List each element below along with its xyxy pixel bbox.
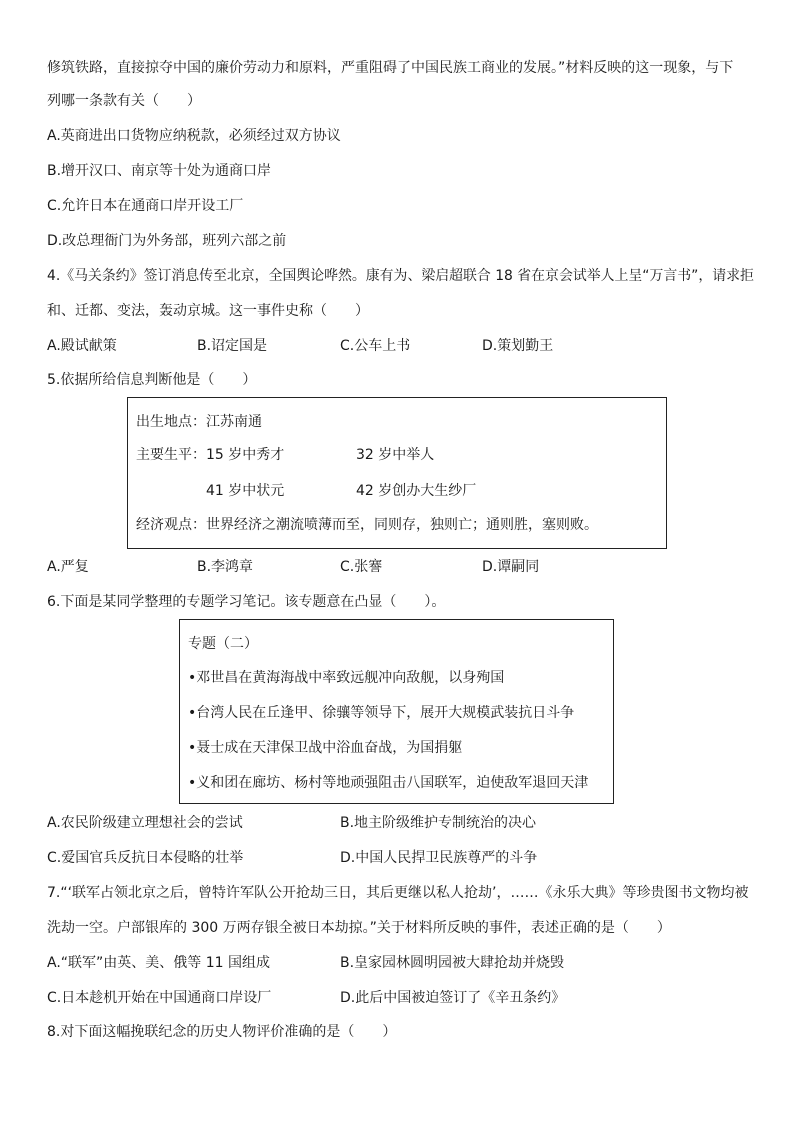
q6-notes-box [179, 619, 614, 804]
q6-notes-item: •聂士成在天津保卫战中浴血奋战，为国捐躯 [188, 740, 463, 756]
q5-economic-view: 经济观点：世界经济之潮流喷薄而至，同则存，独则亡；通则胜，塞则败。 [136, 517, 598, 533]
q5-life-item-3: 41 岁中状元 [206, 483, 285, 499]
q4-option-b: B.诏定国是 [197, 338, 268, 354]
q6-option-d: D.中国人民捍卫民族尊严的斗争 [340, 850, 538, 866]
q5-option-a: A.严复 [47, 559, 89, 575]
q6-notes-item: •邓世昌在黄海海战中率致远舰冲向敌舰，以身殉国 [188, 670, 505, 686]
q3-stem-line-1: 修筑铁路，直接掠夺中国的廉价劳动力和原料，严重阻碍了中国民族工商业的发展。”材料反映的这一现象，与下 [47, 60, 734, 76]
q7-stem-line-2: 洗劫一空。户部银库的 300 万两存银全被日本劫掠。”关于材料所反映的事件，表述正确的是（ ） [47, 920, 671, 936]
q8-stem: 8.对下面这幅挽联纪念的历史人物评价准确的是（ ） [47, 1024, 397, 1040]
q7-stem-line-1: 7.“‘联军占领北京之后，曾特许军队公开抢劫三日，其后更继以私人抢劫’，……《永乐大典》等珍贵图书文物均被 [47, 885, 749, 901]
q3-stem-line-2: 列哪一条款有关（ ） [47, 93, 201, 109]
q6-notes-item: •台湾人民在丘逢甲、徐骧等领导下，展开大规模武装抗日斗争 [188, 705, 575, 721]
q4-stem-line-2: 和、迁都、变法，轰动京城。这一事件史称（ ） [47, 303, 369, 319]
q3-option-c: C.允许日本在通商口岸开设工厂 [47, 198, 244, 214]
q7-option-c: C.日本趁机开始在中国通商口岸设厂 [47, 990, 272, 1006]
q3-option-a: A.英商进出口货物应纳税款，必须经过双方协议 [47, 128, 341, 144]
q7-option-d: D.此后中国被迫签订了《辛丑条约》 [340, 990, 566, 1006]
q6-option-a: A.农民阶级建立理想社会的尝试 [47, 815, 243, 831]
q4-option-a: A.殿试献策 [47, 338, 117, 354]
q6-notes-title: 专题（二） [188, 636, 258, 652]
q6-option-c: C.爱国官兵反抗日本侵略的壮举 [47, 850, 244, 866]
q7-option-b: B.皇家园林圆明园被大肆抢劫并烧毁 [340, 955, 565, 971]
q7-option-a: A.“联军”由英、美、俄等 11 国组成 [47, 955, 271, 971]
q5-info-box [127, 397, 667, 549]
q6-stem: 6.下面是某同学整理的专题学习笔记。该专题意在凸显（ ）。 [47, 594, 446, 610]
q5-option-b: B.李鸿章 [197, 559, 254, 575]
q4-stem-line-1: 4.《马关条约》签订消息传至北京，全国舆论哗然。康有为、梁启超联合 18 省在京会试举人上呈“万言书”，请求拒 [47, 268, 754, 284]
q6-notes-item: •义和团在廊坊、杨村等地顽强阻击八国联军，迫使敌军退回天津 [188, 775, 589, 791]
q5-option-d: D.谭嗣同 [482, 559, 540, 575]
q5-stem: 5.依据所给信息判断他是（ ） [47, 372, 257, 388]
q3-option-b: B.增开汉口、南京等十处为通商口岸 [47, 163, 272, 179]
q5-life-label: 主要生平：15 岁中秀才 [136, 447, 285, 463]
q4-option-c: C.公车上书 [340, 338, 411, 354]
q6-option-b: B.地主阶级维护专制统治的决心 [340, 815, 537, 831]
q5-option-c: C.张謇 [340, 559, 383, 575]
q3-option-d: D.改总理衙门为外务部，班列六部之前 [47, 233, 287, 249]
q4-option-d: D.策划勤王 [482, 338, 554, 354]
q5-life-item-2: 32 岁中举人 [356, 447, 435, 463]
q5-birthplace: 出生地点：江苏南通 [136, 414, 262, 430]
q5-life-item-4: 42 岁创办大生纱厂 [356, 483, 477, 499]
